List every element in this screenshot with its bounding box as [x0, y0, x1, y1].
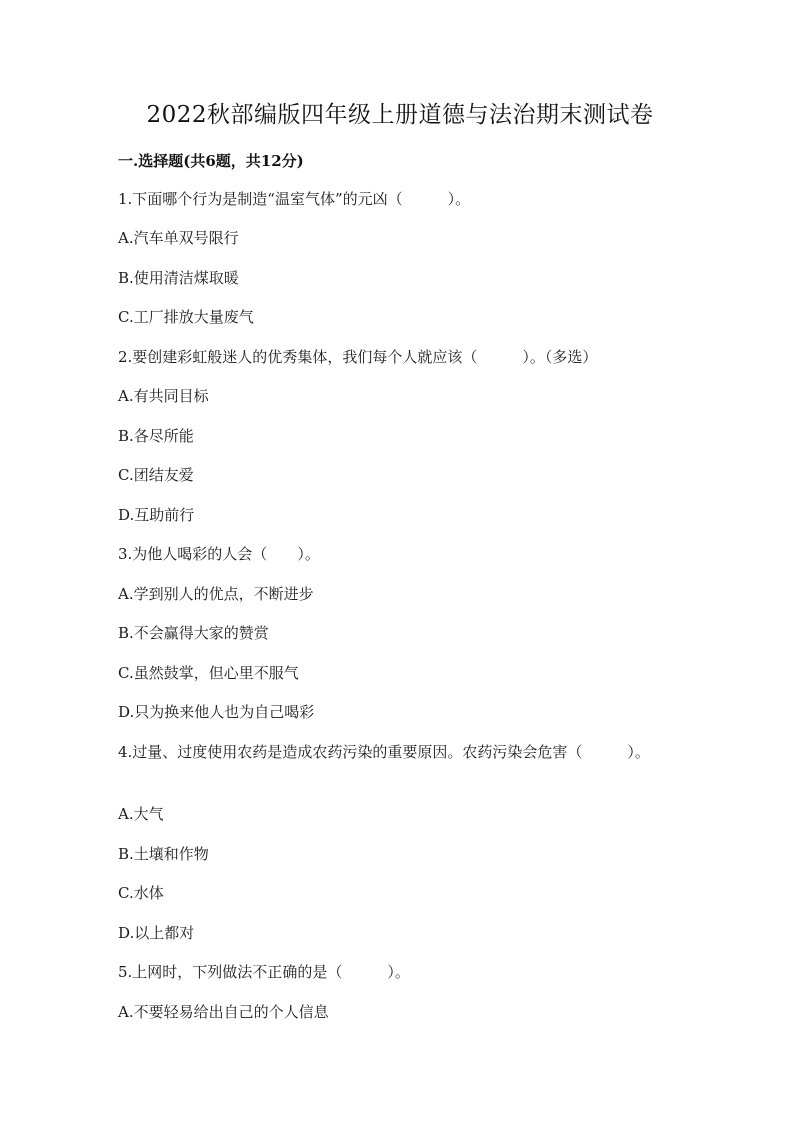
question-2-stem: 2.要创建彩虹般迷人的优秀集体，我们每个人就应该（ ）。（多选）	[118, 348, 598, 366]
question-2-option-b: B.各尽所能	[118, 427, 194, 445]
question-5-stem: 5.上网时，下列做法不正确的是（ ）。	[118, 963, 410, 981]
section-heading: 一.选择题(共6题，共12分)	[118, 152, 304, 170]
question-2-option-a: A.有共同目标	[118, 387, 209, 405]
page-title: 2022秋部编版四年级上册道德与法治期末测试卷	[146, 102, 654, 128]
question-4-option-b: B.土壤和作物	[118, 845, 209, 863]
question-3-option-b: B.不会赢得大家的赞赏	[118, 624, 269, 642]
question-3-option-a: A.学到别人的优点，不断进步	[118, 585, 314, 603]
question-3-option-c: C.虽然鼓掌，但心里不服气	[118, 664, 299, 682]
question-1-option-b: B.使用清洁煤取暖	[118, 269, 239, 287]
question-2-option-c: C.团结友爱	[118, 466, 194, 484]
question-1-option-a: A.汽车单双号限行	[118, 229, 239, 247]
question-1-option-c: C.工厂排放大量废气	[118, 308, 254, 326]
question-4-stem: 4.过量、过度使用农药是造成农药污染的重要原因。农药污染会危害（ ）。	[118, 743, 650, 761]
question-3-option-d: D.只为换来他人也为自己喝彩	[118, 703, 315, 721]
question-4-option-c: C.水体	[118, 884, 164, 902]
question-5-option-a: A.不要轻易给出自己的个人信息	[118, 1003, 329, 1021]
question-2-option-d: D.互助前行	[118, 506, 195, 524]
question-4-option-d: D.以上都对	[118, 924, 195, 942]
question-3-stem: 3.为他人喝彩的人会（ ）。	[118, 545, 320, 563]
question-4-option-a: A.大气	[118, 805, 164, 823]
question-1-stem: 1.下面哪个行为是制造“温室气体”的元凶（ ）。	[118, 190, 471, 208]
